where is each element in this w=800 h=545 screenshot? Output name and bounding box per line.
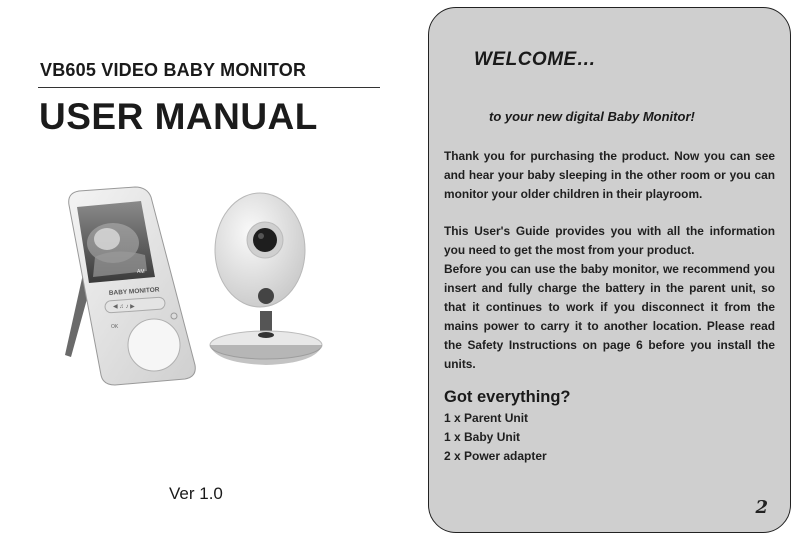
guide-paragraph: This User's Guide provides you with all the information you need to get the most from your product. (444, 224, 775, 257)
night-vision-sensor (258, 288, 274, 304)
contents-list (444, 409, 547, 466)
product-photo (55, 185, 355, 395)
svg-text:◀ ♫ ♪ ▶: ◀ ♫ ♪ ▶ (113, 304, 135, 310)
battery-paragraph: Before you can use the baby monitor, we recommend you insert and fully charge the battery in the parent unit, so that it continues to work if you disconnect it from the mains power to carry it to another location. Please read the Safety Instructions on page 6 before you install the units. (444, 262, 775, 371)
welcome-page (428, 7, 791, 533)
parent-unit (69, 187, 196, 385)
contents-heading: Got everything? (444, 388, 571, 406)
version-label: Ver 1.0 (169, 484, 223, 503)
page-number: 2 (755, 497, 768, 518)
list-item: 1 x Parent Unit (444, 411, 529, 425)
model-title: VB605 VIDEO BABY MONITOR (40, 60, 307, 80)
brand-label: BABY MONITOR (108, 286, 160, 297)
list-item: 1 x Baby Unit (444, 430, 521, 444)
list-item: 2 x Power adapter (444, 449, 547, 463)
intro-paragraph: Thank you for purchasing the product. Now you can see and hear your baby sleeping in the other room or you can monitor your older children in their playroom. (444, 149, 775, 201)
welcome-subheading: to your new digital Baby Monitor! (489, 109, 695, 124)
screen-time: AM (137, 269, 145, 275)
title-divider (38, 87, 380, 88)
baby-unit (210, 193, 322, 365)
ok-label: OK (111, 324, 119, 330)
manual-title: USER MANUAL (39, 96, 318, 137)
camera-lens (253, 228, 277, 252)
navigation-pad (128, 319, 180, 371)
power-button (171, 313, 177, 319)
welcome-heading: WELCOME… (474, 49, 597, 70)
